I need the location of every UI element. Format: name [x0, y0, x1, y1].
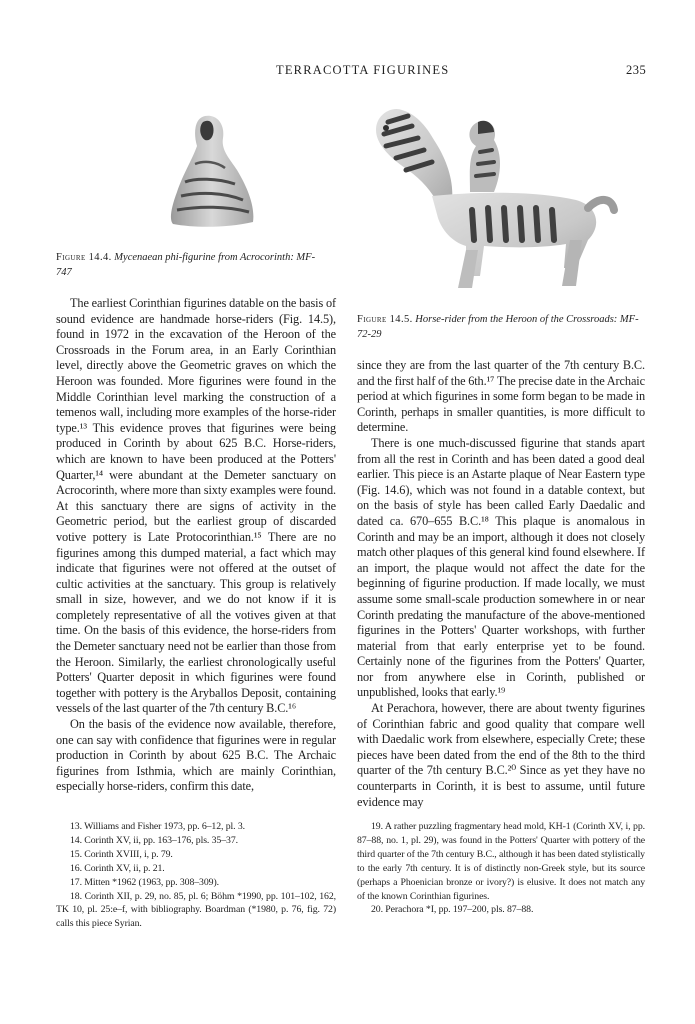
- right-column-text: [357, 358, 645, 810]
- footnote-16: 16. Corinth XV, ii, p. 21.: [70, 862, 165, 874]
- left-paragraph-1: The earliest Corinthian figurines datable on the basis of sound evidence are handmade horse-riders (Fig. 14.5), found in 1972 in the excavation of the Heroon of the Crossroads in the Forum area, in an Early Corinthian level, directly above the Geometric graves on which the Heroon was founded. More figurines were found in the Middle Corinthian level marking the construction of a temenos wall, including more examples of the horse-rider type.¹³ This evidence proves that figurines were being produced in Corinth by about 625 B.C. Horse-riders, which are known to have been produced at the Potters' Quarter,¹⁴ were abundant at the Demeter sanctuary on Acrocorinth, where more than sixty examples were found. At this sanctuary there are signs of activity in the Geometric period, but the earliest group of discarded votive pottery is Late Protocorinthian.¹⁵ There are no figurines among this dumped material, a fact which may indicate that figurines were not offered at the outset of cultic activities at the sanctuary. This group is relatively small in size, however, and we do not know if it is completely representative of all the votives given at that time. On the basis of this evidence, the horse-riders from the Demeter sanctuary need not be earlier than those from the Heroon. Similarly, the earliest chronologically useful Potters' Quarter deposit in which figurines were found together with pottery is the Aryballos Deposit, containing vessels of the last quarter of the 7th century B.C.¹⁶: [56, 296, 336, 716]
- figure-14-4-caption: [56, 250, 326, 280]
- footnote-15: 15. Corinth XVIII, i, p. 79.: [70, 848, 173, 860]
- right-paragraph-1: since they are from the last quarter of the 7th century B.C. and the first half of the 6th.¹⁷ The precise date in the Archaic period at which figurines in some form began to be made in Corinth, perhaps in smaller quantities, is more difficult to determine.: [357, 358, 645, 435]
- figure-14-5-label: Figure 14.5.: [357, 314, 413, 325]
- footnote-19: 19. A rather puzzling fragmentary head mold, KH-1 (Corinth XV, i, pp. 87–88, no. 1, pl. 29), was found in the Potters' Quarter with pottery of the third quarter of the 7th century B.C., although it has been dated stylistically to the early 7th century. It is of distinctly non-Greek style, but its source (perhaps a Phoenician bronze or ivory?) is elusive. It does not match any of the known Corinthian figurines.: [357, 821, 645, 902]
- figure-14-5-text: Horse-rider from the Heroon of the Crossroads: MF-72-29: [357, 314, 639, 340]
- figure-14-4-label: Figure 14.4.: [56, 252, 112, 263]
- figure-14-5-caption: [357, 312, 647, 342]
- footnote-18: 18. Corinth XII, p. 29, no. 85, pl. 6; Böhm *1990, pp. 101–102, 162, TK 10, pl. 25:e–f, with bibliography. Boardman (*1980, p. 76, fig. 72) calls this piece Syrian.: [56, 890, 336, 930]
- page-number: 235: [626, 63, 647, 77]
- footnote-20: 20. Perachora *I, pp. 197–200, pls. 87–88.: [371, 904, 534, 916]
- right-paragraph-2: There is one much-discussed figurine that stands apart from all the rest in Corinth and has been dated a good deal earlier. This piece is an Astarte plaque of Near Eastern type (Fig. 14.6), which was not found in a datable context, but on the basis of style has been called Early Daedalic and dated ca. 670–655 B.C.¹⁸ This plaque is anomalous in Corinth and may be an import, although it does not closely match other plaques of this general kind found elsewhere. If an import, the plaque would not affect the date for the beginning of figurine production. If made locally, we must assume some small-scale production somewhere in or near Corinth predating the manufacture of the above-mentioned figurines in the Potters' Quarter workshops, with further material from that early enterprise yet to be found. Certainly none of the figurines from the Potters' Quarter, nor from anywhere else in Corinth, published or unpublished, looks that early.¹⁹: [357, 435, 645, 700]
- footnote-17: 17. Mitten *1962 (1963, pp. 308–309).: [70, 876, 219, 888]
- footnote-14: 14. Corinth XV, ii, pp. 163–176, pls. 35–37.: [70, 834, 238, 846]
- right-paragraph-3: At Perachora, however, there are about twenty figurines of Corinthian fabric and good quality that compare well with Daedalic work from elsewhere, especially Crete; these pieces have been dated from the end of the 8th to the third quarter of the 7th century B.C.²⁰ Since as yet they have no counterparts in Corinth, it is best to assume, until future evidence may: [357, 701, 645, 809]
- running-header-title: TERRACOTTA FIGURINES: [276, 63, 450, 77]
- left-paragraph-2: On the basis of the evidence now available, therefore, one can say with confidence that figurines were in regular production in Corinth by about 625 B.C. The Archaic figurines from Isthmia, which are mainly Corinthian, especially horse-riders, confirm this date,: [56, 717, 336, 794]
- horse-rider-photo: [362, 100, 622, 300]
- footnotes-right: [357, 820, 645, 917]
- phi-figurine-photo: [165, 112, 259, 228]
- footnotes-left: [56, 820, 336, 931]
- left-column-text: [56, 296, 336, 795]
- footnote-13: 13. Williams and Fisher 1973, pp. 6–12, pl. 3.: [70, 821, 245, 832]
- figure-14-4-text: Mycenaean phi-figurine from Acrocorinth: MF-747: [56, 252, 316, 278]
